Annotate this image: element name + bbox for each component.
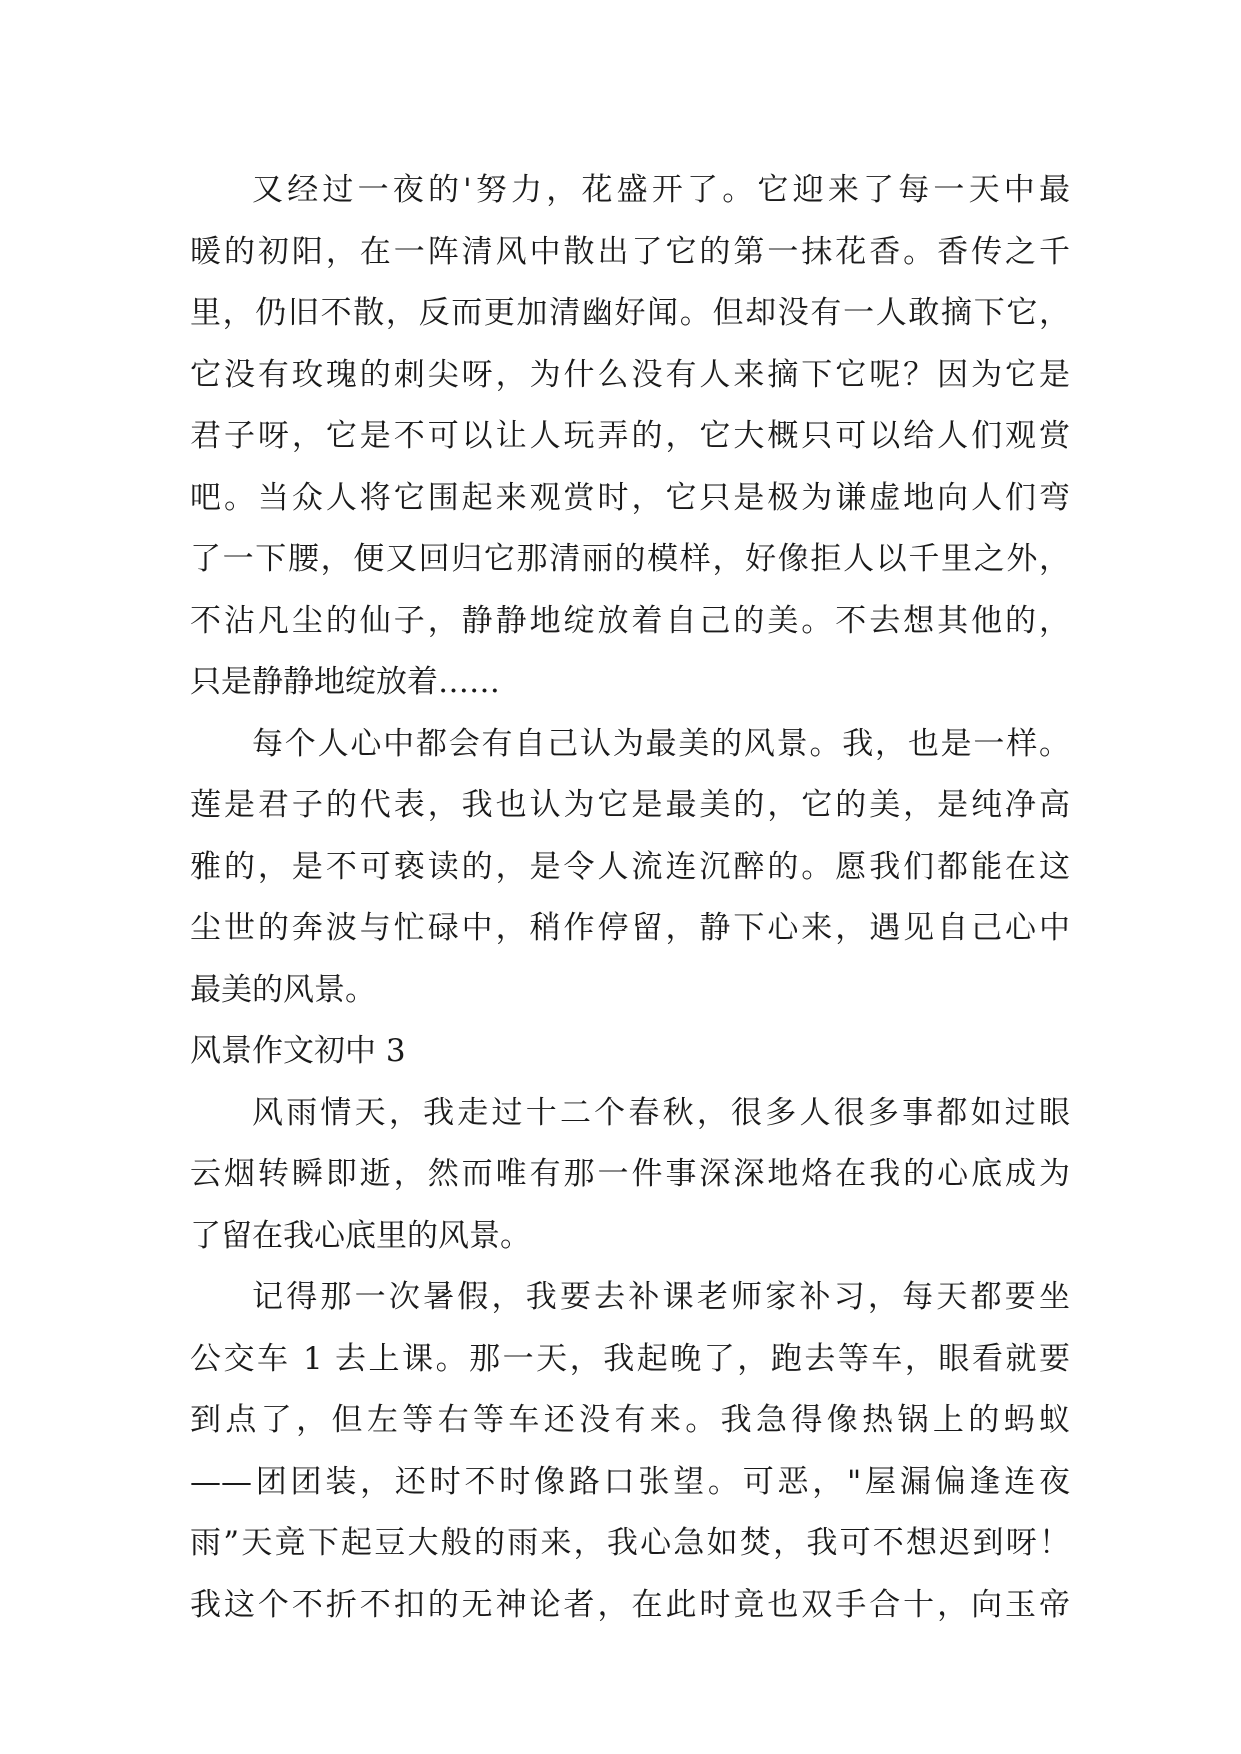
paragraph-line: 又经过一夜的'努力，花盛开了。它迎来了每一天中最 (252, 172, 1070, 208)
paragraph-line: 不沾凡尘的仙子，静静地绽放着自己的美。不去想其他的， (190, 602, 1070, 639)
paragraph-line: 记得那一次暑假，我要去补课老师家补习，每天都要坐 (252, 1279, 1070, 1315)
paragraph-line: 君子呀，它是不可以让人玩弄的，它大概只可以给人们观赏 (190, 418, 1070, 454)
paragraph-line: 我这个不折不扣的无神论者，在此时竟也双手合十，向玉帝 (190, 1586, 1070, 1623)
paragraph-line: ——团团装，还时不时像路口张望。可恶，"屋漏偏逢连夜 (190, 1463, 1070, 1500)
paragraph-line: 暖的初阳，在一阵清风中散出了它的第一抹花香。香传之千 (190, 233, 1070, 270)
paragraph-line: 雅的，是不可亵读的，是令人流连沉醉的。愿我们都能在这 (190, 848, 1070, 885)
section-heading: 风景作文初中 3 (190, 1033, 406, 1069)
paragraph-line: 只是静静地绽放着…… (190, 664, 500, 700)
paragraph-line: 了一下腰，便又回归它那清丽的模样，好像拒人以千里之外， (190, 541, 1070, 577)
paragraph-line: 尘世的奔波与忙碌中，稍作停留，静下心来，遇见自己心中 (190, 910, 1070, 946)
paragraph-line: 雨”天竟下起豆大般的雨来，我心急如焚，我可不想迟到呀！ (190, 1525, 1070, 1561)
paragraph-line: 里，仍旧不散，反而更加清幽好闻。但却没有一人敢摘下它， (190, 295, 1070, 331)
paragraph-line: 风雨情天，我走过十二个春秋，很多人很多事都如过眼 (252, 1094, 1070, 1131)
paragraph-line: 了留在我心底里的风景。 (190, 1217, 531, 1254)
paragraph-line: 最美的风景。 (190, 971, 376, 1008)
paragraph-line: 公交车 1 去上课。那一天，我起晚了，跑去等车，眼看就要 (190, 1340, 1070, 1377)
document-body (190, 160, 1070, 1636)
paragraph-line: 吧。当众人将它围起来观赏时，它只是极为谦虚地向人们弯 (190, 479, 1070, 516)
paragraph-line: 它没有玫瑰的刺尖呀，为什么没有人来摘下它呢？因为它是 (190, 356, 1070, 393)
paragraph-line: 每个人心中都会有自己认为最美的风景。我，也是一样。 (252, 725, 1070, 762)
paragraph-line: 莲是君子的代表，我也认为它是最美的，它的美，是纯净高 (190, 787, 1070, 823)
paragraph-line: 云烟转瞬即逝，然而唯有那一件事深深地烙在我的心底成为 (190, 1156, 1070, 1192)
paragraph-line: 到点了，但左等右等车还没有来。我急得像热锅上的蚂蚁 (190, 1402, 1070, 1438)
